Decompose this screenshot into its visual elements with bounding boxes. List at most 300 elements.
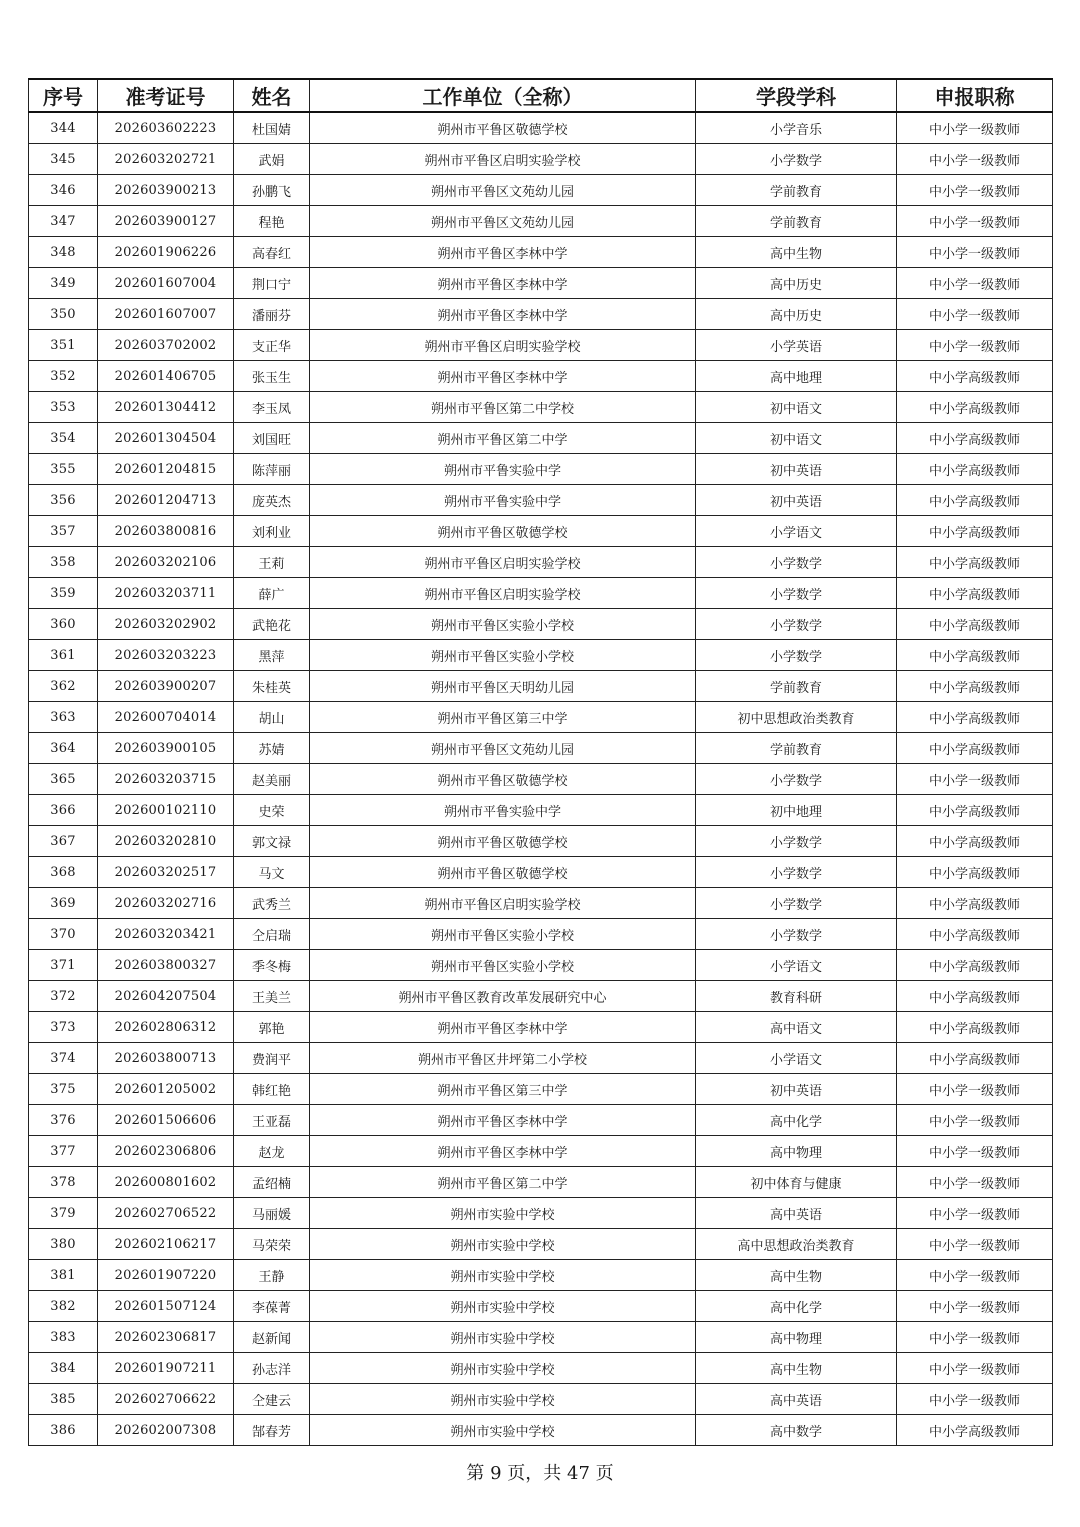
cell-workplace: 朔州市平鲁区敬德学校: [310, 516, 696, 547]
cell-exam-id: 202603900127: [98, 206, 234, 237]
cell-name: 支正华: [234, 330, 310, 361]
cell-name: 孙志洋: [234, 1353, 310, 1384]
cell-name: 王亚磊: [234, 1105, 310, 1136]
cell-serial: 381: [29, 1260, 98, 1291]
cell-subject: 高中历史: [696, 299, 897, 330]
cell-exam-id: 202601607007: [98, 299, 234, 330]
cell-subject: 高中生物: [696, 1260, 897, 1291]
cell-serial: 351: [29, 330, 98, 361]
cell-title: 中小学一级教师: [897, 1198, 1053, 1229]
table-row: [29, 733, 1053, 764]
cell-serial: 353: [29, 392, 98, 423]
table-row: [29, 1322, 1053, 1353]
cell-title: 中小学一级教师: [897, 175, 1053, 206]
cell-exam-id: 202603900105: [98, 733, 234, 764]
cell-name: 庞英杰: [234, 485, 310, 516]
cell-title: 中小学一级教师: [897, 1291, 1053, 1322]
table-row: [29, 112, 1053, 144]
cell-serial: 348: [29, 237, 98, 268]
cell-subject: 小学语文: [696, 950, 897, 981]
cell-subject: 初中体育与健康: [696, 1167, 897, 1198]
table-row: [29, 175, 1053, 206]
cell-serial: 352: [29, 361, 98, 392]
cell-exam-id: 202603202721: [98, 144, 234, 175]
table-row: [29, 919, 1053, 950]
cell-subject: 初中地理: [696, 795, 897, 826]
table-row: [29, 485, 1053, 516]
cell-serial: 349: [29, 268, 98, 299]
cell-title: 中小学一级教师: [897, 144, 1053, 175]
cell-subject: 高中历史: [696, 268, 897, 299]
table-row: [29, 764, 1053, 795]
col-title-header: 申报职称: [897, 79, 1053, 112]
cell-serial: 354: [29, 423, 98, 454]
cell-serial: 370: [29, 919, 98, 950]
cell-title: 中小学高级教师: [897, 547, 1053, 578]
cell-exam-id: 202600704014: [98, 702, 234, 733]
cell-name: 季冬梅: [234, 950, 310, 981]
cell-subject: 小学语文: [696, 1043, 897, 1074]
cell-exam-id: 202603800713: [98, 1043, 234, 1074]
cell-serial: 379: [29, 1198, 98, 1229]
cell-name: 苏婧: [234, 733, 310, 764]
cell-serial: 383: [29, 1322, 98, 1353]
cell-exam-id: 202603203715: [98, 764, 234, 795]
table-row: [29, 330, 1053, 361]
table-row: [29, 454, 1053, 485]
table-row: [29, 609, 1053, 640]
cell-workplace: 朔州市实验中学校: [310, 1384, 696, 1415]
cell-exam-id: 202603202106: [98, 547, 234, 578]
cell-serial: 356: [29, 485, 98, 516]
cell-subject: 高中物理: [696, 1136, 897, 1167]
col-subject-header: 学段学科: [696, 79, 897, 112]
cell-title: 中小学一级教师: [897, 299, 1053, 330]
cell-subject: 初中语文: [696, 392, 897, 423]
cell-exam-id: 202603202902: [98, 609, 234, 640]
table-row: [29, 1105, 1053, 1136]
cell-serial: 357: [29, 516, 98, 547]
cell-name: 胡山: [234, 702, 310, 733]
cell-name: 孙鹏飞: [234, 175, 310, 206]
table-row: [29, 1291, 1053, 1322]
cell-subject: 学前教育: [696, 206, 897, 237]
cell-title: 中小学高级教师: [897, 609, 1053, 640]
table-row: [29, 981, 1053, 1012]
cell-name: 高春红: [234, 237, 310, 268]
cell-serial: 375: [29, 1074, 98, 1105]
cell-serial: 382: [29, 1291, 98, 1322]
cell-subject: 初中英语: [696, 454, 897, 485]
cell-title: 中小学高级教师: [897, 888, 1053, 919]
cell-name: 赵美丽: [234, 764, 310, 795]
cell-title: 中小学高级教师: [897, 1012, 1053, 1043]
cell-name: 张玉生: [234, 361, 310, 392]
cell-title: 中小学一级教师: [897, 237, 1053, 268]
cell-workplace: 朔州市平鲁区李林中学: [310, 1105, 696, 1136]
cell-exam-id: 202602306817: [98, 1322, 234, 1353]
cell-name: 赵龙: [234, 1136, 310, 1167]
cell-subject: 高中语文: [696, 1012, 897, 1043]
cell-serial: 363: [29, 702, 98, 733]
cell-name: 刘利业: [234, 516, 310, 547]
cell-subject: 初中语文: [696, 423, 897, 454]
cell-title: 中小学高级教师: [897, 578, 1053, 609]
cell-workplace: 朔州市平鲁区天明幼儿园: [310, 671, 696, 702]
cell-workplace: 朔州市平鲁实验中学: [310, 485, 696, 516]
cell-name: 黑萍: [234, 640, 310, 671]
cell-title: 中小学一级教师: [897, 1384, 1053, 1415]
cell-name: 陈萍丽: [234, 454, 310, 485]
cell-title: 中小学高级教师: [897, 950, 1053, 981]
cell-name: 荆口宁: [234, 268, 310, 299]
cell-workplace: 朔州市平鲁区实验小学校: [310, 919, 696, 950]
cell-workplace: 朔州市平鲁区教育改革发展研究中心: [310, 981, 696, 1012]
col-workplace-header: 工作单位（全称）: [310, 79, 696, 112]
cell-name: 潘丽芬: [234, 299, 310, 330]
cell-exam-id: 202601304504: [98, 423, 234, 454]
cell-workplace: 朔州市实验中学校: [310, 1260, 696, 1291]
cell-subject: 小学语文: [696, 516, 897, 547]
table-row: [29, 671, 1053, 702]
cell-exam-id: 202603203421: [98, 919, 234, 950]
cell-subject: 高中生物: [696, 237, 897, 268]
col-name-header: 姓名: [234, 79, 310, 112]
cell-subject: 学前教育: [696, 671, 897, 702]
cell-name: 朱桂英: [234, 671, 310, 702]
cell-workplace: 朔州市平鲁区实验小学校: [310, 950, 696, 981]
cell-workplace: 朔州市平鲁区启明实验学校: [310, 888, 696, 919]
cell-workplace: 朔州市平鲁区文苑幼儿园: [310, 175, 696, 206]
table-row: [29, 1229, 1053, 1260]
cell-workplace: 朔州市平鲁区启明实验学校: [310, 144, 696, 175]
cell-workplace: 朔州市实验中学校: [310, 1322, 696, 1353]
cell-exam-id: 202602007308: [98, 1415, 234, 1446]
cell-subject: 高中生物: [696, 1353, 897, 1384]
cell-serial: 365: [29, 764, 98, 795]
cell-serial: 344: [29, 112, 98, 144]
cell-title: 中小学一级教师: [897, 206, 1053, 237]
cell-name: 史荣: [234, 795, 310, 826]
cell-title: 中小学高级教师: [897, 981, 1053, 1012]
cell-name: 李玉凤: [234, 392, 310, 423]
cell-workplace: 朔州市平鲁区实验小学校: [310, 609, 696, 640]
table-row: [29, 826, 1053, 857]
cell-title: 中小学高级教师: [897, 640, 1053, 671]
cell-workplace: 朔州市平鲁区文苑幼儿园: [310, 206, 696, 237]
cell-name: 薛广: [234, 578, 310, 609]
cell-serial: 360: [29, 609, 98, 640]
cell-exam-id: 202600801602: [98, 1167, 234, 1198]
cell-title: 中小学高级教师: [897, 826, 1053, 857]
cell-workplace: 朔州市实验中学校: [310, 1198, 696, 1229]
table-row: [29, 1012, 1053, 1043]
table-row: [29, 144, 1053, 175]
cell-serial: 384: [29, 1353, 98, 1384]
cell-title: 中小学一级教师: [897, 1136, 1053, 1167]
cell-subject: 教育科研: [696, 981, 897, 1012]
cell-exam-id: 202601506606: [98, 1105, 234, 1136]
table-row: [29, 547, 1053, 578]
cell-serial: 369: [29, 888, 98, 919]
cell-name: 王美兰: [234, 981, 310, 1012]
cell-workplace: 朔州市平鲁区启明实验学校: [310, 547, 696, 578]
cell-title: 中小学一级教师: [897, 112, 1053, 144]
cell-name: 郜春芳: [234, 1415, 310, 1446]
table-row: [29, 1198, 1053, 1229]
cell-serial: 380: [29, 1229, 98, 1260]
cell-subject: 小学数学: [696, 609, 897, 640]
cell-title: 中小学一级教师: [897, 1074, 1053, 1105]
cell-workplace: 朔州市平鲁区李林中学: [310, 361, 696, 392]
col-exam-id-header: 准考证号: [98, 79, 234, 112]
cell-exam-id: 202601906226: [98, 237, 234, 268]
cell-name: 王静: [234, 1260, 310, 1291]
cell-workplace: 朔州市平鲁区启明实验学校: [310, 330, 696, 361]
header-row: [29, 79, 1053, 112]
cell-title: 中小学一级教师: [897, 1229, 1053, 1260]
cell-subject: 学前教育: [696, 733, 897, 764]
cell-exam-id: 202603702002: [98, 330, 234, 361]
cell-exam-id: 202603800327: [98, 950, 234, 981]
cell-exam-id: 202603800816: [98, 516, 234, 547]
cell-title: 中小学高级教师: [897, 454, 1053, 485]
cell-subject: 初中思想政治类教育: [696, 702, 897, 733]
cell-title: 中小学高级教师: [897, 516, 1053, 547]
cell-title: 中小学高级教师: [897, 733, 1053, 764]
cell-subject: 高中英语: [696, 1384, 897, 1415]
cell-workplace: 朔州市平鲁区敬德学校: [310, 764, 696, 795]
cell-serial: 364: [29, 733, 98, 764]
cell-name: 仝建云: [234, 1384, 310, 1415]
cell-exam-id: 202601304412: [98, 392, 234, 423]
cell-workplace: 朔州市平鲁实验中学: [310, 454, 696, 485]
cell-title: 中小学一级教师: [897, 330, 1053, 361]
cell-subject: 小学数学: [696, 144, 897, 175]
table-row: [29, 392, 1053, 423]
cell-workplace: 朔州市平鲁区文苑幼儿园: [310, 733, 696, 764]
cell-title: 中小学高级教师: [897, 702, 1053, 733]
roster-table: [28, 78, 1053, 1446]
cell-subject: 小学数学: [696, 578, 897, 609]
cell-name: 马丽媛: [234, 1198, 310, 1229]
cell-title: 中小学高级教师: [897, 485, 1053, 516]
cell-workplace: 朔州市平鲁区李林中学: [310, 299, 696, 330]
cell-serial: 362: [29, 671, 98, 702]
table-header: [29, 79, 1053, 112]
cell-subject: 小学音乐: [696, 112, 897, 144]
table-row: [29, 1043, 1053, 1074]
cell-subject: 初中英语: [696, 485, 897, 516]
cell-workplace: 朔州市平鲁区李林中学: [310, 268, 696, 299]
cell-serial: 367: [29, 826, 98, 857]
cell-serial: 355: [29, 454, 98, 485]
cell-exam-id: 202602306806: [98, 1136, 234, 1167]
cell-exam-id: 202600102110: [98, 795, 234, 826]
cell-title: 中小学高级教师: [897, 795, 1053, 826]
cell-subject: 小学数学: [696, 919, 897, 950]
table-row: [29, 702, 1053, 733]
cell-serial: 377: [29, 1136, 98, 1167]
cell-subject: 高中思想政治类教育: [696, 1229, 897, 1260]
cell-serial: 358: [29, 547, 98, 578]
cell-serial: 345: [29, 144, 98, 175]
cell-subject: 初中英语: [696, 1074, 897, 1105]
cell-workplace: 朔州市平鲁区第三中学: [310, 702, 696, 733]
cell-serial: 359: [29, 578, 98, 609]
cell-exam-id: 202601907220: [98, 1260, 234, 1291]
cell-serial: 373: [29, 1012, 98, 1043]
cell-serial: 361: [29, 640, 98, 671]
cell-name: 韩红艳: [234, 1074, 310, 1105]
table-row: [29, 361, 1053, 392]
cell-subject: 高中英语: [696, 1198, 897, 1229]
cell-name: 郭艳: [234, 1012, 310, 1043]
cell-exam-id: 202601607004: [98, 268, 234, 299]
document-sheet: [28, 78, 1052, 1446]
table-row: [29, 516, 1053, 547]
cell-serial: 374: [29, 1043, 98, 1074]
cell-exam-id: 202604207504: [98, 981, 234, 1012]
table-row: [29, 1074, 1053, 1105]
table-row: [29, 1415, 1053, 1446]
cell-subject: 高中化学: [696, 1291, 897, 1322]
cell-title: 中小学一级教师: [897, 764, 1053, 795]
cell-name: 马文: [234, 857, 310, 888]
table-row: [29, 578, 1053, 609]
cell-title: 中小学一级教师: [897, 1322, 1053, 1353]
cell-workplace: 朔州市实验中学校: [310, 1291, 696, 1322]
table-row: [29, 795, 1053, 826]
table-row: [29, 1167, 1053, 1198]
table-row: [29, 1384, 1053, 1415]
cell-title: 中小学高级教师: [897, 671, 1053, 702]
col-serial-header: 序号: [29, 79, 98, 112]
cell-title: 中小学一级教师: [897, 1260, 1053, 1291]
table-row: [29, 950, 1053, 981]
cell-serial: 371: [29, 950, 98, 981]
cell-subject: 小学数学: [696, 888, 897, 919]
cell-serial: 378: [29, 1167, 98, 1198]
cell-subject: 小学数学: [696, 764, 897, 795]
cell-workplace: 朔州市平鲁区李林中学: [310, 1012, 696, 1043]
cell-exam-id: 202603202517: [98, 857, 234, 888]
cell-title: 中小学一级教师: [897, 1105, 1053, 1136]
cell-workplace: 朔州市平鲁实验中学: [310, 795, 696, 826]
cell-name: 费润平: [234, 1043, 310, 1074]
cell-exam-id: 202602706522: [98, 1198, 234, 1229]
table-body: [29, 112, 1053, 1446]
cell-subject: 小学数学: [696, 547, 897, 578]
cell-workplace: 朔州市平鲁区敬德学校: [310, 826, 696, 857]
cell-serial: 350: [29, 299, 98, 330]
cell-name: 赵新闻: [234, 1322, 310, 1353]
cell-serial: 372: [29, 981, 98, 1012]
table-row: [29, 206, 1053, 237]
cell-workplace: 朔州市平鲁区启明实验学校: [310, 578, 696, 609]
cell-workplace: 朔州市实验中学校: [310, 1229, 696, 1260]
cell-serial: 346: [29, 175, 98, 206]
cell-workplace: 朔州市平鲁区第二中学: [310, 1167, 696, 1198]
cell-name: 程艳: [234, 206, 310, 237]
cell-serial: 376: [29, 1105, 98, 1136]
cell-exam-id: 202602806312: [98, 1012, 234, 1043]
cell-name: 李葆菁: [234, 1291, 310, 1322]
cell-exam-id: 202603900207: [98, 671, 234, 702]
cell-title: 中小学高级教师: [897, 423, 1053, 454]
cell-subject: 学前教育: [696, 175, 897, 206]
cell-serial: 347: [29, 206, 98, 237]
cell-workplace: 朔州市平鲁区实验小学校: [310, 640, 696, 671]
cell-exam-id: 202602106217: [98, 1229, 234, 1260]
cell-serial: 368: [29, 857, 98, 888]
cell-exam-id: 202601507124: [98, 1291, 234, 1322]
cell-name: 郭文禄: [234, 826, 310, 857]
cell-workplace: 朔州市平鲁区李林中学: [310, 237, 696, 268]
cell-title: 中小学高级教师: [897, 1415, 1053, 1446]
cell-exam-id: 202601204713: [98, 485, 234, 516]
cell-name: 孟绍楠: [234, 1167, 310, 1198]
cell-workplace: 朔州市平鲁区敬德学校: [310, 112, 696, 144]
cell-workplace: 朔州市实验中学校: [310, 1353, 696, 1384]
cell-title: 中小学高级教师: [897, 392, 1053, 423]
cell-exam-id: 202603202716: [98, 888, 234, 919]
cell-title: 中小学一级教师: [897, 268, 1053, 299]
cell-name: 马荣荣: [234, 1229, 310, 1260]
table-row: [29, 237, 1053, 268]
cell-title: 中小学高级教师: [897, 361, 1053, 392]
table-row: [29, 1353, 1053, 1384]
cell-subject: 高中数学: [696, 1415, 897, 1446]
cell-exam-id: 202601907211: [98, 1353, 234, 1384]
table-row: [29, 1260, 1053, 1291]
cell-exam-id: 202603202810: [98, 826, 234, 857]
cell-subject: 小学英语: [696, 330, 897, 361]
cell-workplace: 朔州市平鲁区李林中学: [310, 1136, 696, 1167]
cell-title: 中小学一级教师: [897, 1167, 1053, 1198]
table-row: [29, 888, 1053, 919]
table-row: [29, 857, 1053, 888]
cell-title: 中小学高级教师: [897, 1043, 1053, 1074]
table-row: [29, 640, 1053, 671]
cell-subject: 高中地理: [696, 361, 897, 392]
cell-title: 中小学一级教师: [897, 1353, 1053, 1384]
cell-serial: 385: [29, 1384, 98, 1415]
table-row: [29, 423, 1053, 454]
cell-name: 武艳花: [234, 609, 310, 640]
cell-name: 王莉: [234, 547, 310, 578]
cell-exam-id: 202603900213: [98, 175, 234, 206]
cell-subject: 高中物理: [696, 1322, 897, 1353]
table-row: [29, 299, 1053, 330]
cell-exam-id: 202601406705: [98, 361, 234, 392]
cell-exam-id: 202601205002: [98, 1074, 234, 1105]
cell-workplace: 朔州市平鲁区第三中学: [310, 1074, 696, 1105]
table-row: [29, 1136, 1053, 1167]
cell-subject: 小学数学: [696, 826, 897, 857]
cell-exam-id: 202602706622: [98, 1384, 234, 1415]
cell-exam-id: 202603203223: [98, 640, 234, 671]
cell-name: 杜国婧: [234, 112, 310, 144]
cell-name: 刘国旺: [234, 423, 310, 454]
cell-serial: 386: [29, 1415, 98, 1446]
page-footer: 第 9 页，共 47 页: [466, 1463, 614, 1484]
cell-subject: 小学数学: [696, 640, 897, 671]
cell-subject: 小学数学: [696, 857, 897, 888]
cell-exam-id: 202601204815: [98, 454, 234, 485]
cell-workplace: 朔州市平鲁区敬德学校: [310, 857, 696, 888]
cell-workplace: 朔州市平鲁区第二中学校: [310, 392, 696, 423]
